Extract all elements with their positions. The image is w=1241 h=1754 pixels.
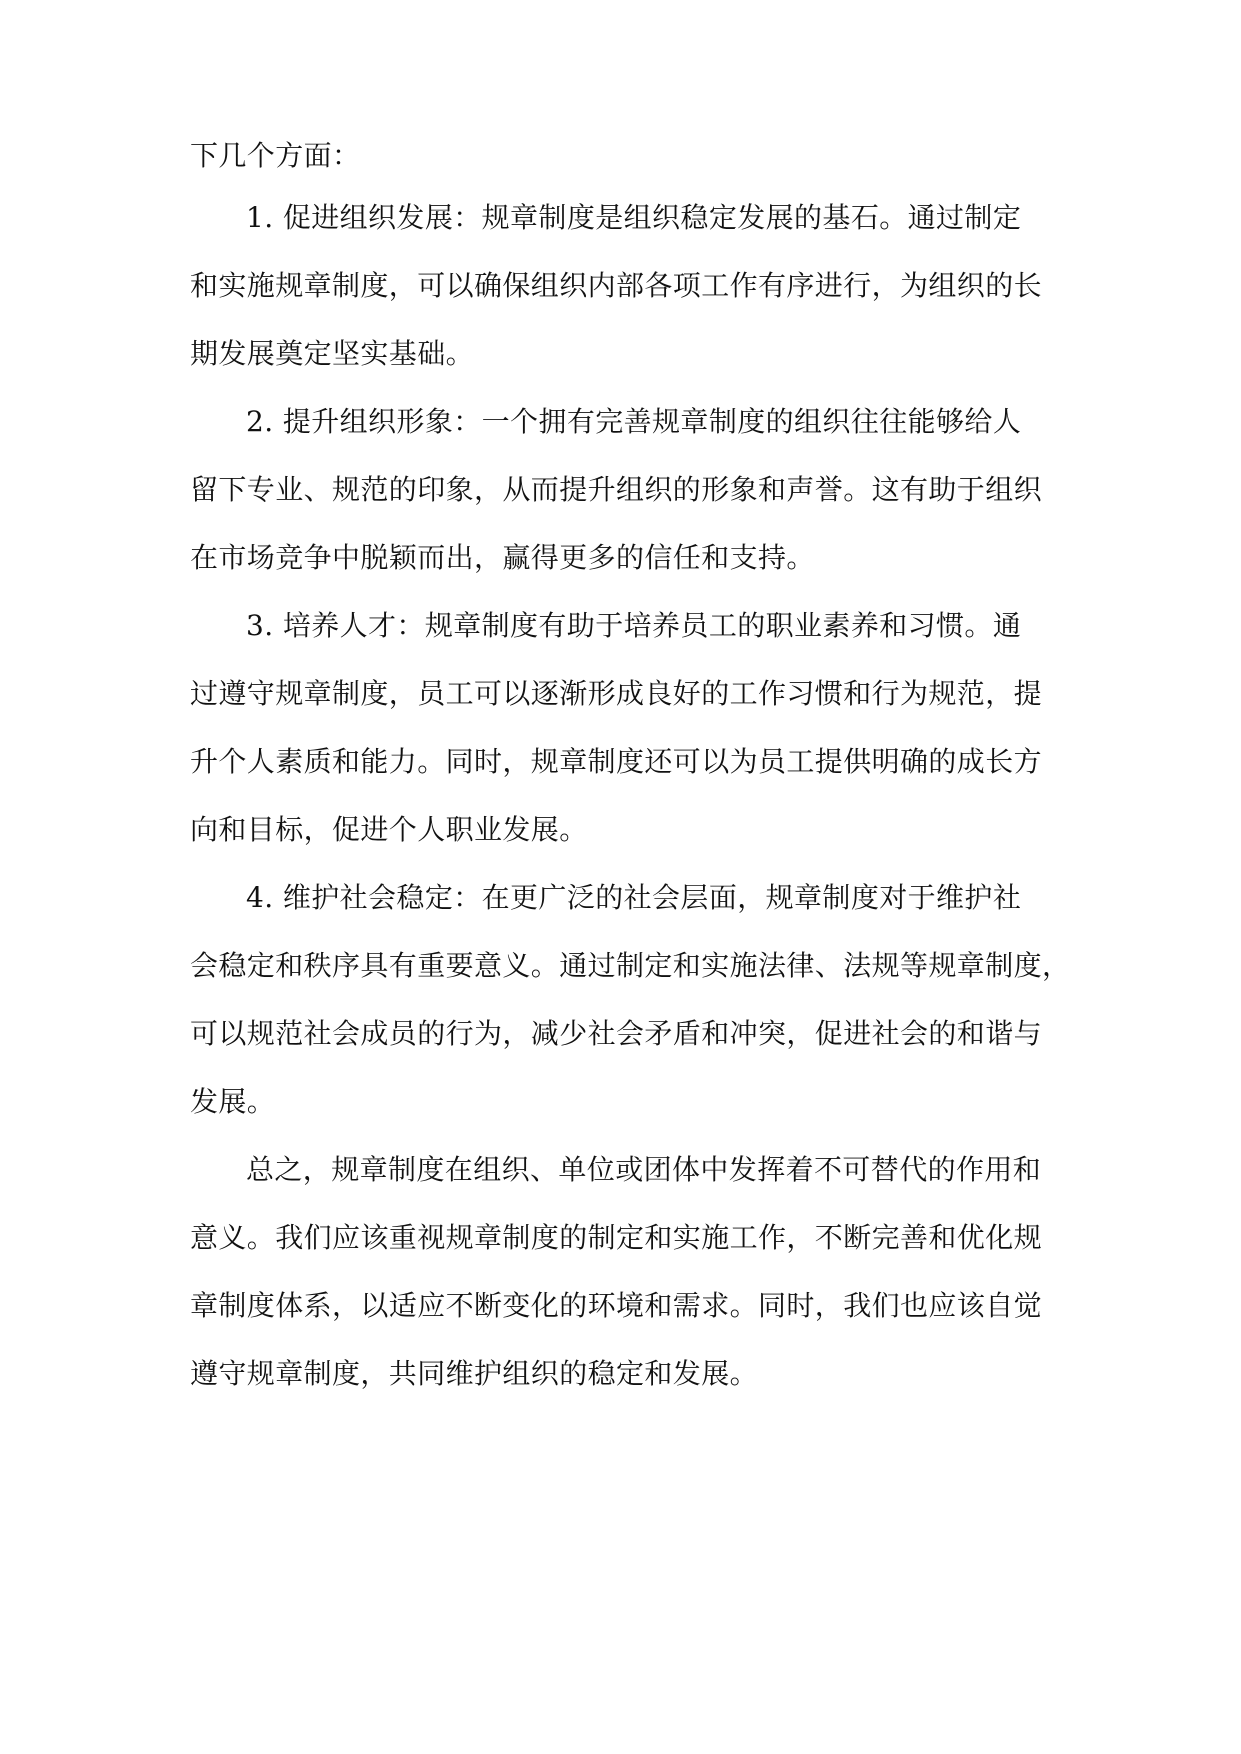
text-line: 意义。我们应该重视规章制度的制定和实施工作，不断完善和优化规 (190, 1221, 1043, 1254)
text-line: 会稳定和秩序具有重要意义。通过制定和实施法律、法规等规章制度， (190, 949, 1071, 982)
text-line: 章制度体系，以适应不断变化的环境和需求。同时，我们也应该自觉 (190, 1289, 1043, 1322)
text-line: 下几个方面： (190, 139, 361, 172)
text-line: 遵守规章制度，共同维护组织的稳定和发展。 (190, 1357, 759, 1390)
text-line: 发展。 (190, 1085, 276, 1118)
text-line: 升个人素质和能力。同时，规章制度还可以为员工提供明确的成长方 (190, 745, 1043, 778)
list-item-2-line: 2. 提升组织形象：一个拥有完善规章制度的组织往往能够给人 (246, 405, 1022, 438)
text-line: 留下专业、规范的印象，从而提升组织的形象和声誉。这有助于组织 (190, 473, 1043, 506)
list-item-4-line: 4. 维护社会稳定：在更广泛的社会层面，规章制度对于维护社 (246, 881, 1022, 914)
text-line: 在市场竞争中脱颖而出，赢得更多的信任和支持。 (190, 541, 815, 574)
text-line: 期发展奠定坚实基础。 (190, 337, 475, 370)
list-item-3-line: 3. 培养人才：规章制度有助于培养员工的职业素养和习惯。通 (246, 609, 1022, 642)
text-line: 向和目标，促进个人职业发展。 (190, 813, 588, 846)
list-item-1-line: 1. 促进组织发展：规章制度是组织稳定发展的基石。通过制定 (246, 201, 1022, 234)
text-line: 可以规范社会成员的行为，减少社会矛盾和冲突，促进社会的和谐与 (190, 1017, 1043, 1050)
conclusion-line: 总之，规章制度在组织、单位或团体中发挥着不可替代的作用和 (246, 1153, 1042, 1186)
text-line: 过遵守规章制度，员工可以逐渐形成良好的工作习惯和行为规范，提 (190, 677, 1043, 710)
text-line: 和实施规章制度，可以确保组织内部各项工作有序进行，为组织的长 (190, 269, 1043, 302)
